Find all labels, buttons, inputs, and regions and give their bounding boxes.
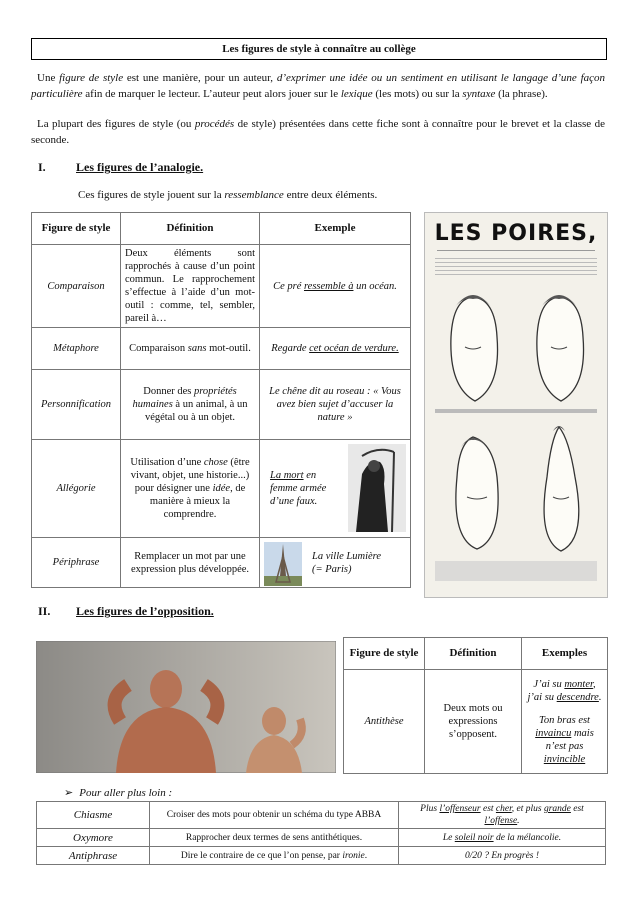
figure-definition (121, 440, 260, 538)
figure-example (399, 802, 606, 829)
page-title (31, 38, 607, 60)
table-row (37, 847, 606, 865)
definition-text: Comparaison (129, 343, 188, 354)
subtitle-text: entre deux éléments. (283, 189, 378, 201)
shower-scene-photo (36, 641, 336, 773)
definition-text: , de manière à mieux la comprendre. (149, 483, 246, 520)
intro-term: procédés (194, 118, 235, 130)
example-highlight: invaincu (535, 727, 572, 739)
example-highlight: l’offenseur (439, 804, 481, 814)
grim-reaper-image (348, 444, 406, 532)
table-row (37, 802, 606, 829)
figure-definition (425, 670, 522, 774)
allegory-text (270, 469, 340, 508)
example-text: J’ai su (533, 678, 565, 690)
intro-text: de style) présentées dans cette fiche sont à connaître pour le brevet et la classe de seconde. (31, 118, 605, 146)
further-reading-label (64, 786, 172, 799)
example-highlight: monter (564, 678, 593, 690)
column-header: Définition (121, 213, 260, 245)
subtitle-text: Ces figures de style jouent sur la (78, 189, 225, 201)
column-header: Définition (425, 638, 522, 670)
figure-example (522, 670, 608, 774)
intro-text: (la phrase). (495, 88, 548, 100)
definition-term: ironie (342, 850, 365, 861)
figure-definition (121, 370, 260, 440)
definition-text: . (364, 850, 368, 861)
intro-paragraph (31, 70, 605, 102)
column-header: Figure de style (32, 213, 121, 245)
definition-term: idée (212, 483, 231, 494)
example-text: Ton bras est (539, 714, 590, 726)
eiffel-tower-image (264, 542, 302, 586)
section-title: Les figures de l’opposition. (76, 604, 214, 618)
section-number: I. (38, 160, 46, 174)
figure-term: Chiasme (37, 802, 150, 829)
example-text: est (480, 804, 496, 814)
definition-term: sans (187, 343, 207, 354)
intro-paragraph-2 (31, 116, 605, 148)
figure-definition: Remplacer un mot par une expression plus développée. (121, 538, 260, 588)
example-text: Regarde (271, 343, 310, 354)
table-row (32, 328, 411, 370)
table-row (32, 440, 411, 538)
example-highlight: ressemble à (303, 280, 354, 292)
example-highlight: cher (495, 804, 512, 814)
figure-term: Antithèse (344, 670, 425, 774)
definition-term: propriétés humaines (132, 386, 237, 410)
figure-definition: Croiser des mots pour obtenir un schéma du type ABBA (150, 802, 399, 829)
column-header: Exemples (522, 638, 608, 670)
table-row (37, 829, 606, 847)
figure-term: Antiphrase (37, 847, 150, 865)
figure-definition (150, 847, 399, 865)
example-highlight: invincible (543, 753, 586, 765)
subtitle-term: ressemblance (224, 189, 284, 201)
section-number: II. (38, 604, 51, 618)
section-title: Les figures de l’analogie. (76, 160, 204, 174)
intro-text: afin de marquer le lecteur. L’auteur peut alors jouer sur le (82, 88, 341, 100)
definition-text: Dire le contraire de ce que l’on pense, par (180, 850, 343, 861)
intro-text: est une manière, pour un auteur, (123, 72, 277, 84)
figure-term: Périphrase (32, 538, 121, 588)
example-highlight: grande (543, 804, 571, 814)
poster-heading: LES POIRES, (434, 221, 598, 246)
intro-text: La plupart des figures de style (ou (37, 118, 195, 130)
intro-term: lexique (340, 88, 373, 100)
figure-term: Personnification (32, 370, 121, 440)
example-text: . (598, 691, 602, 703)
periphrase-text: La ville Lumière (= Paris) (312, 550, 382, 575)
example-text: Ce pré (273, 280, 304, 292)
opposition-table (343, 637, 608, 774)
example-text: Plus (420, 804, 440, 814)
figure-example: Le chêne dit au roseau : « Vous avez bien sujet d’accuser la nature » (260, 370, 411, 440)
definition-text: à un animal, à un végétal ou à un objet. (144, 399, 248, 423)
example-text: j’ai su (527, 691, 557, 703)
section-subtitle (78, 187, 377, 203)
column-header: Figure de style (344, 638, 425, 670)
example-text: en femme armée d’une faux. (270, 470, 327, 507)
intro-term: figure de style (59, 72, 124, 84)
intro-term: syntaxe (462, 88, 496, 100)
example-highlight: l’offense (484, 816, 518, 826)
figure-example (260, 328, 411, 370)
table-row (344, 670, 608, 774)
figure-term: Comparaison (32, 245, 121, 328)
example-text: mais n’est pas (545, 727, 594, 752)
definition-text: Deux mots ou expressions s’opposent. (443, 703, 503, 740)
example-highlight: soleil noir (454, 832, 494, 843)
section-heading (38, 160, 203, 175)
poster-text-lines (435, 255, 597, 275)
definition-text: Donner des (143, 386, 194, 397)
figure-example (260, 440, 411, 538)
pear-caricatures (425, 277, 607, 597)
example-text: , et plus (511, 804, 544, 814)
example-text: un océan. (353, 280, 397, 292)
example-text: , (592, 678, 596, 690)
table-header-row (344, 638, 608, 670)
figure-example (260, 245, 411, 328)
further-label-text: Pour aller plus loin : (79, 787, 173, 799)
definition-text: (être vivant, objet, une historie...) pour désigner une (130, 457, 250, 494)
figure-definition: Rapprocher deux termes de sens antithétiques. (150, 829, 399, 847)
table-row (32, 370, 411, 440)
poster-divider (437, 250, 595, 251)
arrow-bullet-icon: ➢ (64, 787, 74, 799)
example-line (526, 714, 603, 766)
figure-definition: Deux éléments sont rapprochés à cause d’un point commun. Le rapprochement s’effectue à l’aide d’un mot-outil : comme, tel, sembler, pareil à… (121, 245, 260, 328)
example-text: Le (442, 832, 455, 843)
example-line (526, 678, 603, 691)
poires-poster (424, 212, 608, 598)
definition-text: Utilisation d’une (130, 457, 204, 468)
example-highlight: descendre (556, 691, 599, 703)
intro-text: (les mots) ou sur la (372, 88, 463, 100)
definition-text: mot-outil. (206, 343, 251, 354)
example-text: est (570, 804, 584, 814)
intro-text: Une (37, 72, 60, 84)
page-title-text: Les figures de style à connaître au collège (222, 43, 416, 55)
example-text: . (517, 816, 520, 826)
figure-example (399, 829, 606, 847)
figure-term: Métaphore (32, 328, 121, 370)
analogy-table (31, 212, 411, 588)
example-line (526, 691, 603, 704)
intro-definition: d’exprimer une idée ou un sentiment en utilisant le langage d’une façon particulière (31, 72, 606, 100)
definition-term: chose (203, 457, 228, 468)
figure-term: Allégorie (32, 440, 121, 538)
figure-definition (121, 328, 260, 370)
example-highlight: La mort (270, 470, 304, 481)
column-header: Exemple (260, 213, 411, 245)
example-highlight: cet océan de verdure. (309, 343, 399, 354)
table-header-row (32, 213, 411, 245)
example-text: de la mélancolie. (493, 832, 562, 843)
figure-term: Oxymore (37, 829, 150, 847)
table-row (32, 538, 411, 588)
figure-example (260, 538, 411, 588)
figure-example: 0/20 ? En progrès ! (399, 847, 606, 865)
further-table (36, 801, 606, 865)
table-row (32, 245, 411, 328)
section-heading-2 (38, 604, 214, 619)
